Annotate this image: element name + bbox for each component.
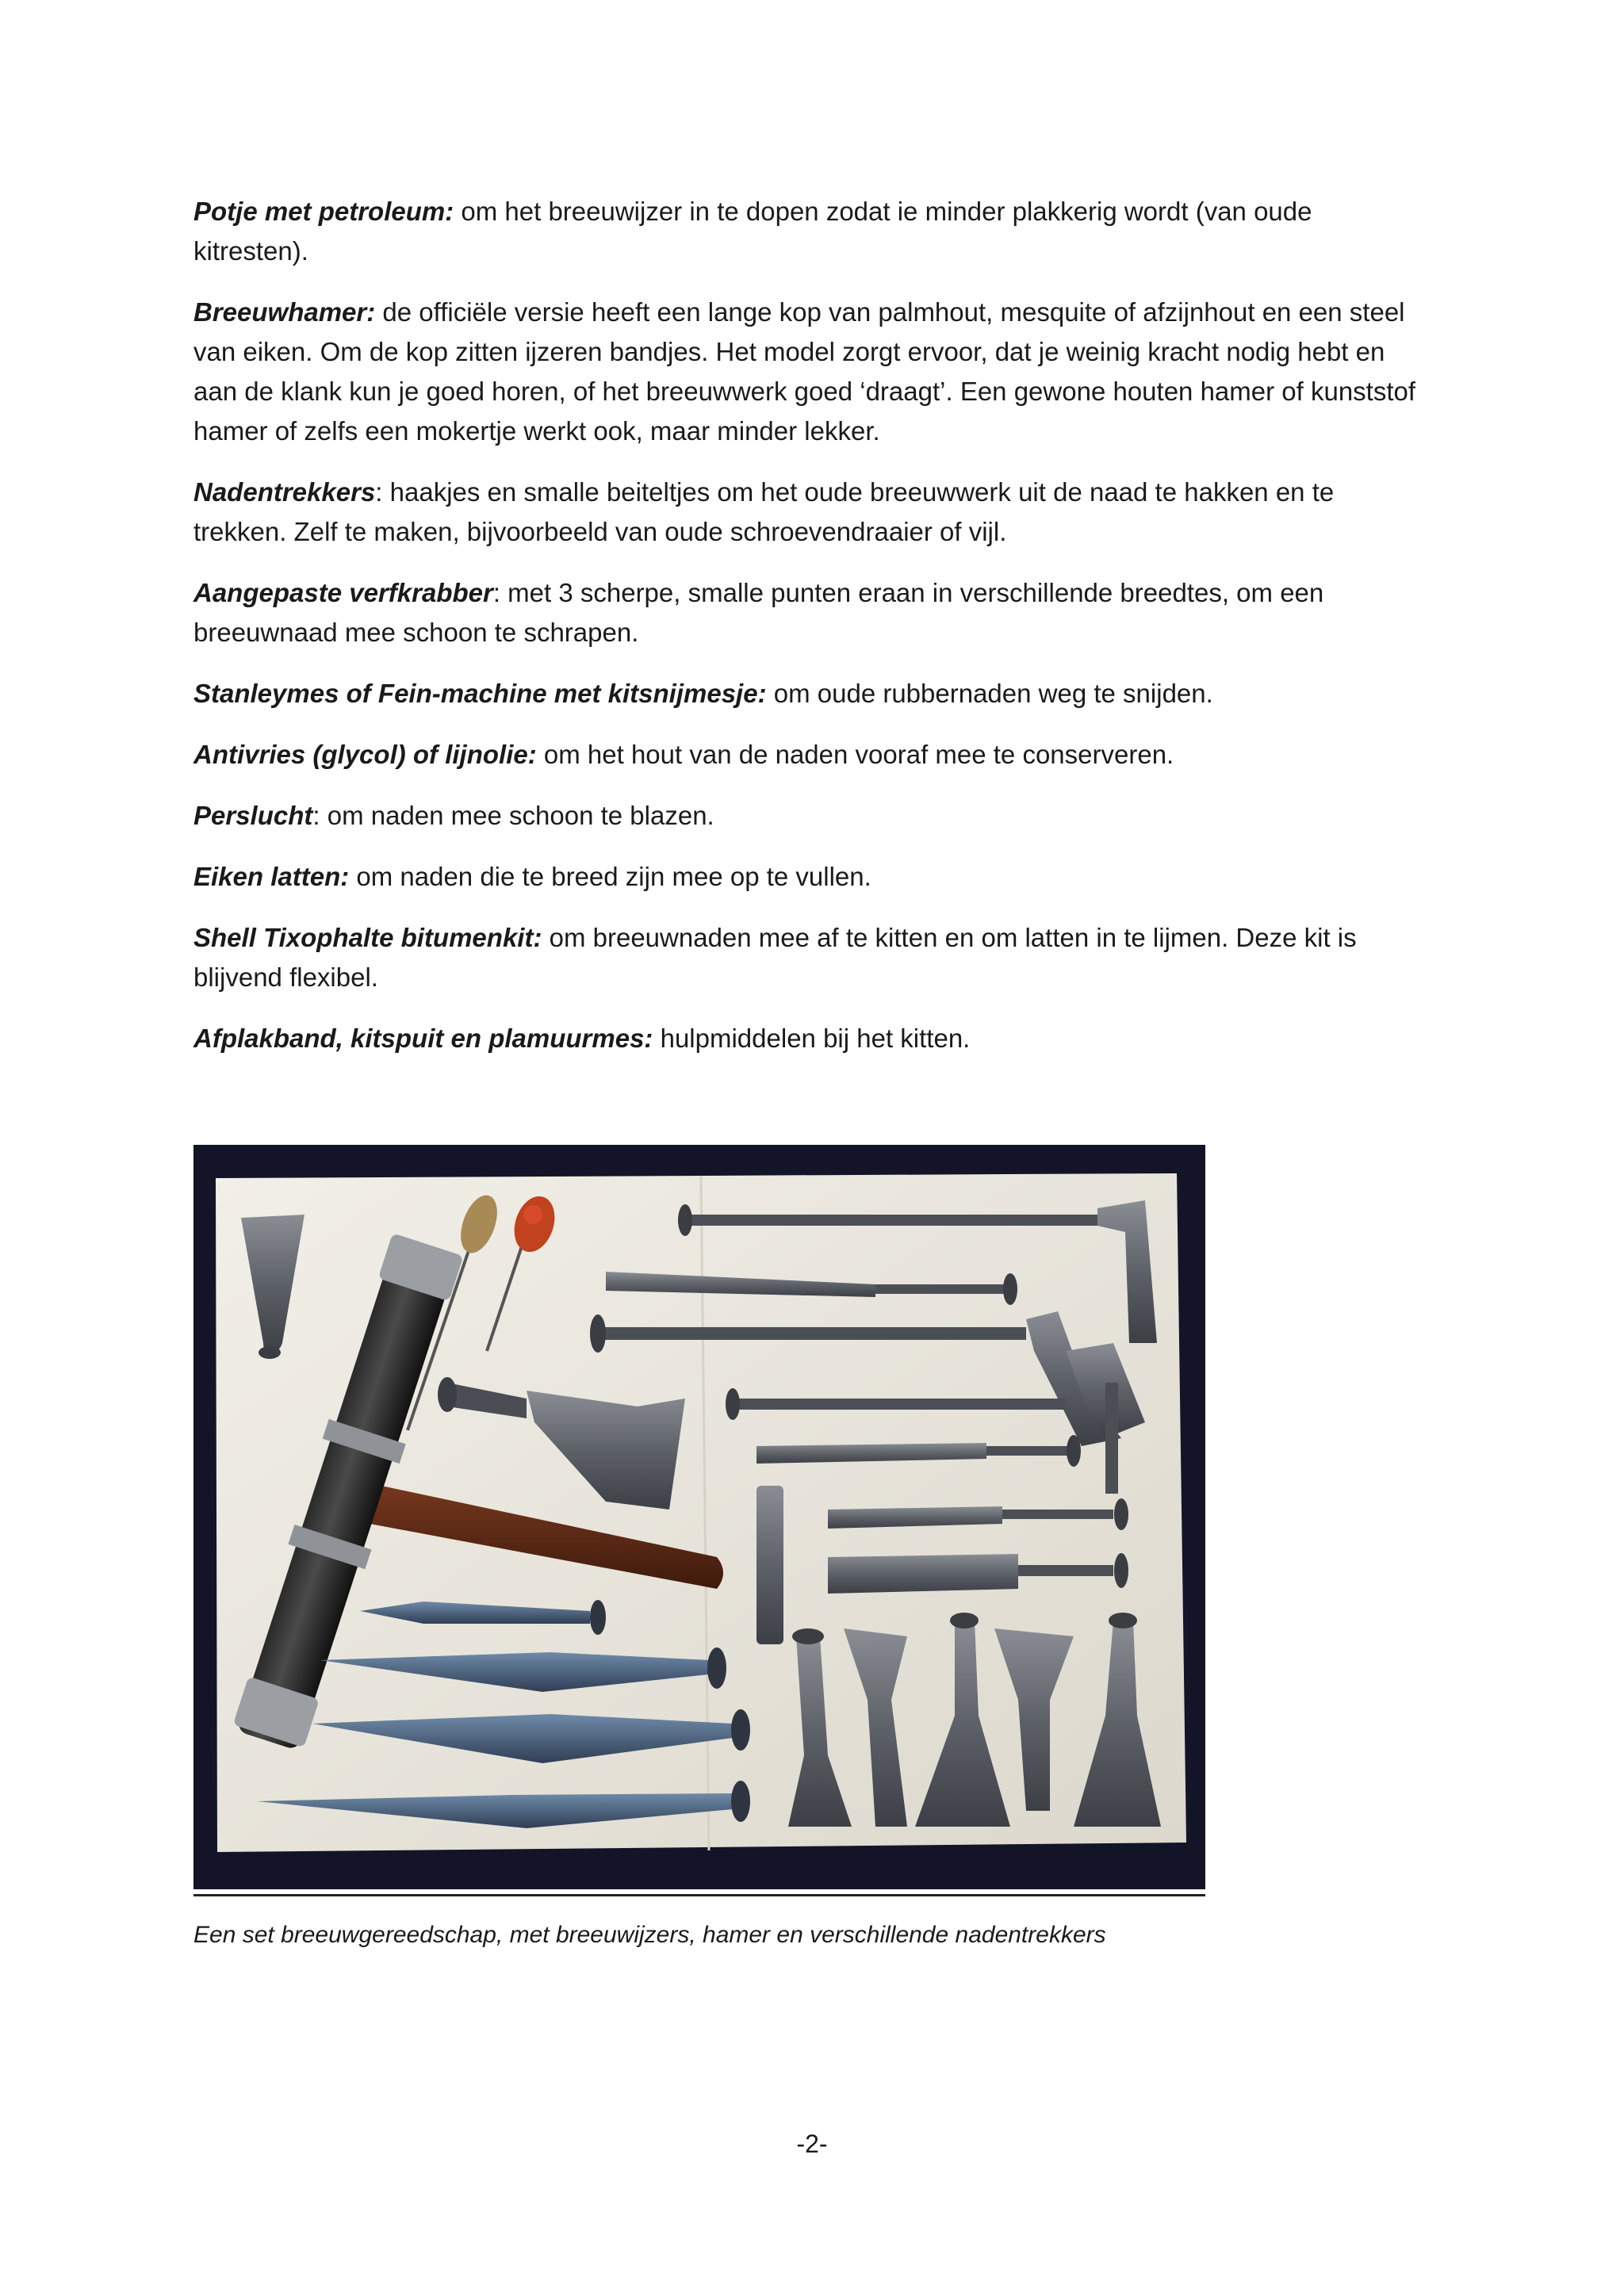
definition: : met 3 scherpe, smalle punten eraan in verschillende breedtes, om een breeuwnaad mee schoon te schrapen. (193, 578, 1324, 647)
term: Perslucht (193, 801, 313, 830)
definition: om oude rubbernaden weg te snijden. (766, 679, 1213, 708)
term: Afplakband, kitspuit en plamuurmes: (193, 1024, 653, 1053)
paragraph-afplakband (193, 1019, 1431, 1058)
vertical-iron (756, 1486, 783, 1644)
document-body (193, 192, 1431, 1080)
paragraph-breeuwhamer (193, 293, 1431, 451)
paragraph-nadentrekkers (193, 473, 1431, 552)
term: Stanleymes of Fein-machine met kitsnijmesje: (193, 679, 767, 708)
term: Antivries (glycol) of lijnolie: (193, 740, 537, 769)
term: Nadentrekkers (193, 477, 376, 507)
paragraph-eiken-latten (193, 857, 1431, 897)
definition: de officiële versie heeft een lange kop van palmhout, mesquite of afzijnhout en een steel van eiken. Om de kop zitten ijzeren bandjes. Het model zorgt ervoor, dat je weinig kracht nodig hebt en aan de klank kun je goed horen, of het breeuwwerk goed ‘draagt’. Een gewone houten hamer of kunststof hamer of zelfs een mokertje werkt ook, maar minder lekker. (193, 297, 1416, 446)
paragraph-verfkrabber (193, 573, 1431, 652)
figure (193, 1145, 1205, 1896)
term: Breeuwhamer: (193, 297, 376, 327)
definition: : haakjes en smalle beiteltjes om het oude breeuwwerk uit de naad te hakken en te trekken. Zelf te maken, bijvoorbeeld van oude schroevendraaier of vijl. (193, 477, 1335, 546)
paragraph-bitumenkit (193, 918, 1431, 997)
figure-rule (193, 1894, 1205, 1896)
definition: om naden die te breed zijn mee op te vullen. (349, 862, 871, 891)
term: Shell Tixophalte bitumenkit: (193, 923, 542, 952)
definition: : om naden mee schoon te blazen. (312, 801, 714, 830)
page-number: -2- (796, 2130, 828, 2158)
definition: om het hout van de naden vooraf mee te conserveren. (536, 740, 1174, 769)
paragraph-stanleymes (193, 674, 1431, 714)
term: Eiken latten: (193, 862, 350, 891)
caulking-tools-photo (193, 1145, 1205, 1889)
paragraph-antivries (193, 735, 1431, 775)
definition: om het breeuwijzer in te dopen zodat ie minder plakkerig wordt (van oude kitresten). (193, 197, 1312, 266)
figure-caption: Een set breeuwgereedschap, met breeuwijzers, hamer en verschillende nadentrekkers (193, 1922, 1106, 1948)
paragraph-petroleum (193, 192, 1431, 271)
term: Potje met petroleum: (193, 197, 454, 226)
definition: hulpmiddelen bij het kitten. (653, 1024, 971, 1053)
definition: om breeuwnaden mee af te kitten en om latten in te lijmen. Deze kit is blijvend flexibel. (193, 923, 1357, 992)
paragraph-perslucht (193, 796, 1431, 836)
term: Aangepaste verfkrabber (193, 578, 493, 607)
